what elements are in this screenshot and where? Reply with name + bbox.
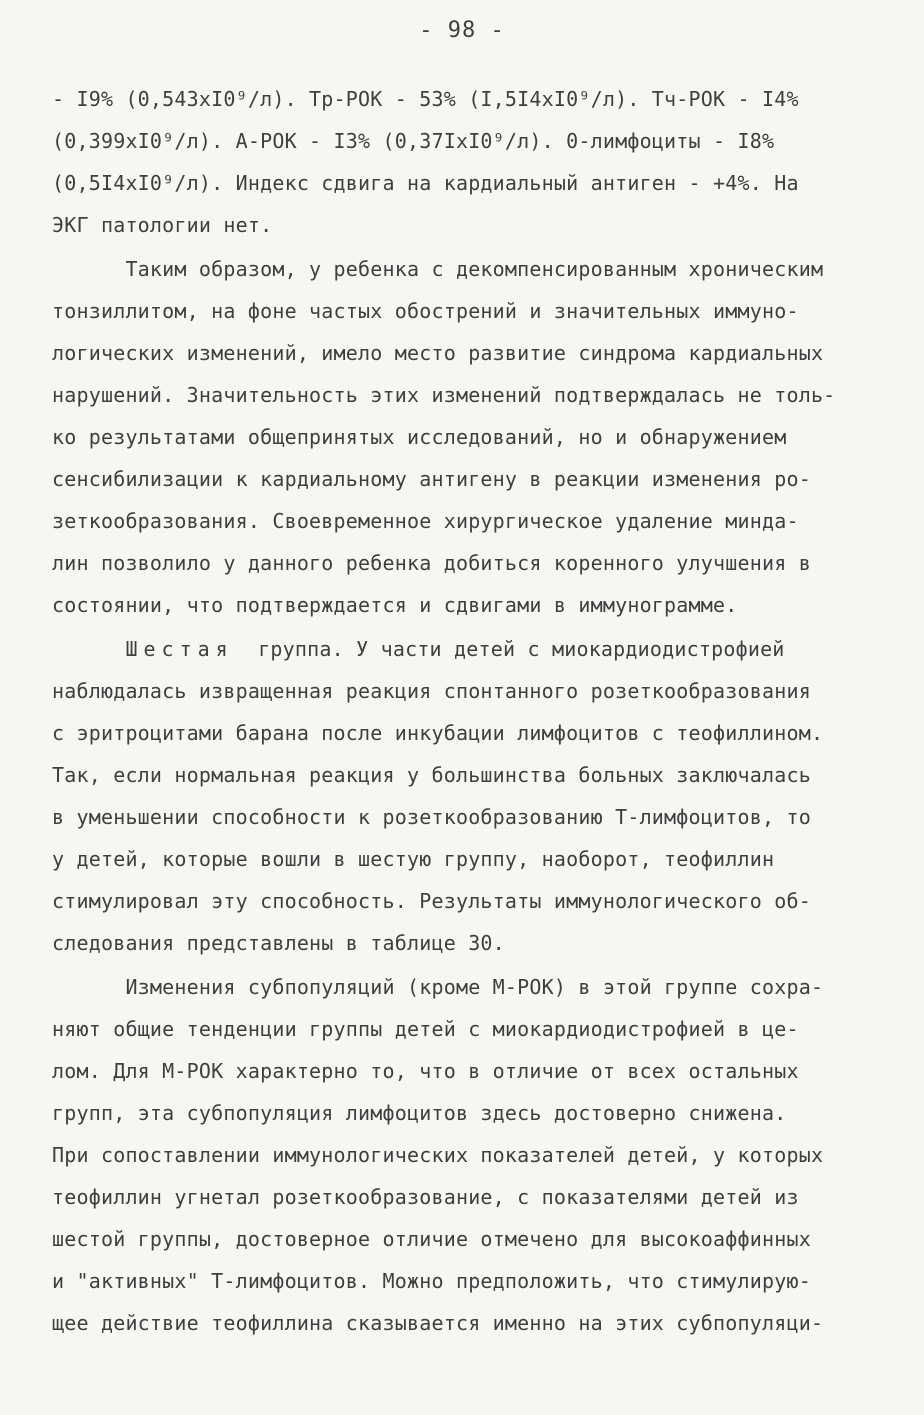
text-line: следования представлены в таблице 30. [52,931,505,955]
text-line: зеткообразования. Своевременное хирургическое удаление минда- [52,509,799,533]
text-line: (0,399xI0⁹/л). А-РОК - I3% (0,37IxI0⁹/л). 0-лимфоциты - I8% [52,129,775,153]
text-line: лин позволило у данного ребенка добиться коренного улучшения в [52,551,811,575]
text-line: Изменения субпопуляций (кроме М-РОК) в этой группе сохра- [52,975,824,999]
text-line: Таким образом, у ребенка с декомпенсированным хроническим [52,257,824,281]
text-line: в уменьшении способности к розеткообразованию Т-лимфоцитов, то [52,805,811,829]
text-line: тонзиллитом, на фоне частых обострений и значительных иммуно- [52,299,799,323]
first-line-rest: группа. У части детей с миокардиодистрофией [258,637,785,661]
text-line: стимулировал эту способность. Результаты иммунологического об- [52,889,811,913]
section-heading-word: Шестая [125,637,234,661]
text-line: теофиллин угнетал розеткообразование, с показателями детей из [52,1185,799,1209]
text-line: сенсибилизации к кардиальному антигену в реакции изменения ро- [52,467,811,491]
text-line: шестой группы, достоверное отличие отмечено для высокоаффинных [52,1227,811,1251]
paragraph-1 [52,78,862,246]
paragraph-2 [52,248,862,626]
text-line: и "активных" Т-лимфоцитов. Можно предположить, что стимулирую- [52,1269,811,1293]
text-line: групп, эта субпопуляция лимфоцитов здесь достоверно снижена. [52,1101,787,1125]
text-line: лом. Для М-РОК характерно то, что в отличие от всех остальных [52,1059,799,1083]
text-line: с эритроцитами барана после инкубации лимфоцитов с теофиллином. [52,721,824,745]
page-number: - 98 - [419,18,505,43]
text-line: наблюдалась извращенная реакция спонтанного розеткообразования [52,679,811,703]
paragraph-3 [52,628,862,964]
text-line: - I9% (0,543xI0⁹/л). Tр-РОК - 53% (I,5I4xI0⁹/л). Tч-РОК - I4% [52,87,799,111]
text-line: нарушений. Значительность этих изменений подтверждалась не толь- [52,383,836,407]
text-line: няют общие тенденции группы детей с миокардиодистрофией в це- [52,1017,799,1041]
text-line: логических изменений, имело место развитие синдрома кардиальных [52,341,824,365]
text-line: ко результатами общепринятых исследований, но и обнаружением [52,425,787,449]
text-line: Так, если нормальная реакция у большинства больных заключалась [52,763,811,787]
text-line: (0,5I4xI0⁹/л). Индекс сдвига на кардиальный антиген - +4%. На [52,171,799,195]
paragraph-4 [52,966,862,1344]
text-line: При сопоставлении иммунологических показателей детей, у которых [52,1143,824,1167]
text-line: состоянии, что подтверждается и сдвигами в иммунограмме. [52,593,738,617]
text-line-first [52,628,862,670]
text-line: ЭКГ патологии нет. [52,213,273,237]
text-line: щее действие теофиллина сказывается именно на этих субпопуляци- [52,1311,824,1335]
text-line: у детей, которые вошли в шестую группу, наоборот, теофиллин [52,847,775,871]
